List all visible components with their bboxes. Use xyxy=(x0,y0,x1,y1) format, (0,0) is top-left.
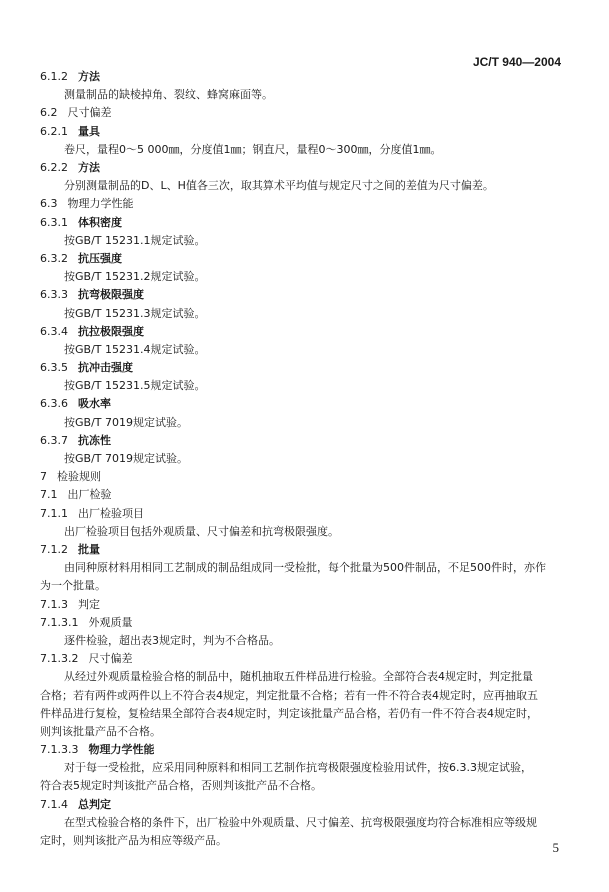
section-number: 7.1.3 xyxy=(40,597,68,611)
paragraph-7-1-2-line-1: 由同种原材料用相同工艺制成的制品组成同一受检批，每个批量为500件制品，不足500件时，亦作 xyxy=(64,561,546,575)
heading-7-1-3-3 xyxy=(40,743,154,757)
section-title: 吸水率 xyxy=(78,397,111,411)
heading-7-1-4 xyxy=(40,798,111,812)
section-title: 尺寸偏差 xyxy=(67,106,112,120)
paragraph-7-1-3-3-line-2: 符合表5规定时判该批产品合格，否则判该批产品不合格。 xyxy=(40,779,322,793)
heading-6-2-1 xyxy=(40,125,100,139)
paragraph-7-1-4-line-1: 在型式检验合格的条件下，出厂检验中外观质量、尺寸偏差、抗弯极限强度均符合标准相应等级规 xyxy=(64,815,537,829)
section-number: 7.1.3.2 xyxy=(40,652,79,666)
section-number: 6.3 xyxy=(40,197,58,211)
heading-6-3-3 xyxy=(40,288,144,302)
section-number: 6.2.2 xyxy=(40,161,68,174)
paragraph-7-1-3-1: 逐件检验，超出表3规定时，判为不合格品。 xyxy=(64,633,280,647)
section-title: 抗冻性 xyxy=(78,433,111,447)
section-title: 出厂检验 xyxy=(67,488,112,502)
heading-6-2-2 xyxy=(40,161,100,175)
paragraph-6-1-2: 测量制品的缺棱掉角、裂纹、蜂窝麻面等。 xyxy=(64,88,273,102)
paragraph-6-3-6: 按GB/T 7019规定试验。 xyxy=(64,415,188,429)
paragraph-7-1-3-3-line-1: 对于每一受检批，应采用同种原料和相同工艺制作抗弯极限强度检验用试件，按6.3.3规定试验， xyxy=(64,761,532,775)
section-title: 总判定 xyxy=(78,797,111,811)
section-number: 6.1.2 xyxy=(40,70,68,83)
paragraph-6-3-1: 按GB/T 15231.1规定试验。 xyxy=(64,233,206,247)
section-number: 6.2 xyxy=(40,106,58,120)
heading-7-1-3 xyxy=(40,598,100,612)
section-title: 抗弯极限强度 xyxy=(78,288,144,302)
paragraph-6-3-5: 按GB/T 15231.5规定试验。 xyxy=(64,379,206,393)
section-title: 判定 xyxy=(78,597,100,611)
heading-7-1-1 xyxy=(40,507,144,521)
section-number: 6.3.2 xyxy=(40,251,68,265)
section-number: 7.1.3.1 xyxy=(40,615,79,629)
section-title: 抗拉极限强度 xyxy=(78,324,144,338)
heading-6-3-6 xyxy=(40,397,111,411)
section-title: 尺寸偏差 xyxy=(88,652,133,666)
heading-6-1-2 xyxy=(40,70,100,84)
section-number: 6.3.6 xyxy=(40,397,68,411)
paragraph-6-3-4: 按GB/T 15231.4规定试验。 xyxy=(64,342,206,356)
section-number: 7.1.4 xyxy=(40,797,68,811)
section-title: 外观质量 xyxy=(88,615,133,629)
heading-7 xyxy=(40,470,101,484)
section-number: 7.1.2 xyxy=(40,543,68,556)
page-number: 5 xyxy=(552,840,559,855)
paragraph-7-1-2-line-2: 为一个批量。 xyxy=(40,579,106,593)
heading-6-3-4 xyxy=(40,325,144,339)
section-number: 6.3.4 xyxy=(40,324,68,338)
section-title: 体积密度 xyxy=(78,215,122,229)
section-title: 物理力学性能 xyxy=(88,743,155,756)
heading-6-3 xyxy=(40,197,134,211)
section-number: 6.3.1 xyxy=(40,215,68,229)
section-number: 6.3.5 xyxy=(40,361,68,374)
heading-7-1-3-1 xyxy=(40,616,132,630)
paragraph-6-2-1: 卷尺，量程0～5 000㎜，分度值1㎜；钢直尺，量程0～300㎜，分度值1㎜。 xyxy=(64,142,442,156)
heading-6-3-1 xyxy=(40,216,122,230)
paragraph-6-2-2: 分别测量制品的D、L、H值各三次，取其算术平均值与规定尺寸之间的差值为尺寸偏差。 xyxy=(64,179,494,193)
heading-6-2 xyxy=(40,106,112,120)
section-title: 抗冲击强度 xyxy=(78,361,133,374)
paragraph-7-1-3-2-line-3: 件样品进行复检，复检结果全部符合表4规定时，判定该批量产品合格，若仍有一件不符合表4规定时， xyxy=(40,706,538,720)
heading-6-3-5 xyxy=(40,361,133,375)
paragraph-6-3-2: 按GB/T 15231.2规定试验。 xyxy=(64,270,206,284)
section-title: 检验规则 xyxy=(57,470,101,484)
paragraph-7-1-1: 出厂检验项目包括外观质量、尺寸偏差和抗弯极限强度。 xyxy=(64,524,339,538)
paragraph-7-1-3-2-line-2: 合格；若有两件或两件以上不符合表4规定，判定批量不合格；若有一件不符合表4规定时，应再抽取五 xyxy=(40,688,538,702)
section-number: 7 xyxy=(40,470,47,484)
section-title: 方法 xyxy=(78,161,100,174)
section-number: 7.1.1 xyxy=(40,506,68,520)
paragraph-6-3-3: 按GB/T 15231.3规定试验。 xyxy=(64,306,206,320)
section-number: 6.3.7 xyxy=(40,433,68,447)
paragraph-6-3-7: 按GB/T 7019规定试验。 xyxy=(64,452,188,465)
heading-7-1-2 xyxy=(40,543,100,557)
paragraph-7-1-4-line-2: 定时，则判该批产品为相应等级产品。 xyxy=(40,834,227,847)
section-title: 抗压强度 xyxy=(78,251,122,265)
paragraph-7-1-3-2-line-1: 从经过外观质量检验合格的制品中，随机抽取五件样品进行检验。全部符合表4规定时，判定批量 xyxy=(64,670,533,684)
section-title: 物理力学性能 xyxy=(67,197,134,211)
section-number: 7.1 xyxy=(40,488,58,502)
section-title: 方法 xyxy=(78,70,100,83)
section-title: 批量 xyxy=(78,543,100,556)
heading-6-3-2 xyxy=(40,252,122,266)
standard-code-header: JC/T 940—2004 xyxy=(472,55,561,69)
section-title: 量具 xyxy=(78,124,100,138)
paragraph-7-1-3-2-line-4: 则判该批量产品不合格。 xyxy=(40,724,161,738)
section-title: 出厂检验项目 xyxy=(78,506,144,520)
section-number: 7.1.3.3 xyxy=(40,743,79,756)
heading-7-1-3-2 xyxy=(40,652,132,666)
heading-7-1 xyxy=(40,488,112,502)
section-number: 6.3.3 xyxy=(40,288,68,302)
section-number: 6.2.1 xyxy=(40,124,68,138)
heading-6-3-7 xyxy=(40,434,111,448)
